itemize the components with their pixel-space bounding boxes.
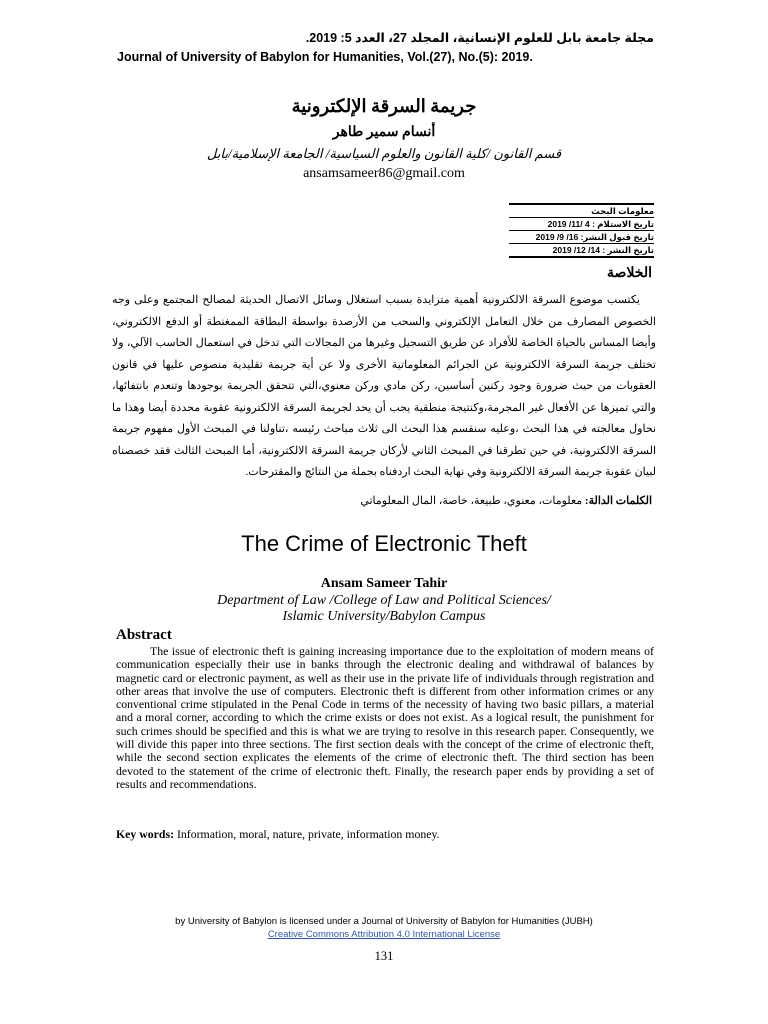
journal-header-arabic: مجلة جامعة بابل للعلوم الإنسانية، المجلد 27، العدد 5: 2019. bbox=[305, 31, 654, 45]
license-text: by University of Babylon is licensed under a Journal of University of Babylon for Humanities (JUBH) bbox=[175, 916, 593, 927]
license-notice bbox=[0, 915, 768, 941]
english-keywords-list: Information, moral, nature, private, information money. bbox=[174, 827, 440, 841]
page-number: 131 bbox=[374, 949, 394, 963]
arabic-keywords bbox=[360, 494, 652, 507]
english-keywords-label: Key words: bbox=[116, 827, 174, 841]
english-abstract-text: The issue of electronic theft is gaining increasing importance due to the exploitation of modern means of communication especially their use in banks through the electronic dealing and withdrawal of balances by magnetic card or electronic payment, as well as their use in the private life of individuals through registration and other areas that involve the use of computers. Electronic theft is different from other information crimes or any conventional crime stipulated in the Penal Code in terms of the necessity of having two basic pillars, a material and a moral corner, according to which the crime exists or does not exist. As a logical result, the punishment for such crimes should be specified and this is what we are trying to resolve in this research paper. Consequently, we will divide this paper into three sections. The first section deals with the concept of the crime of electronic theft, while the second section explicates the elements of the crime of electronic theft. The third section has been devoted to the statement of the crime of electronic theft. Finally, the research paper ends by providing a set of results and recommendations. bbox=[116, 644, 654, 791]
arabic-abstract-paragraph: يكتسب موضوع السرقة الالكترونية أهمية متزايدة بسبب استغلال وسائل الاتصال الحديثة لمصالح المجتمع وعلى وجه الخصوص المصارف من خلال التعامل الإلكتروني والسحب من الأرصدة بواسطة البطاقة الممغنطة أو الدفع الالكتروني، وأيضا المساس بالحياة الخاصة للأفراد عن طريق التسجيل وغيرها من المجالات التي تدخل في استعمال الحاسب الآلي، ولا تختلف جريمة السرقة الالكترونية عن الجرائم المعلوماتية الأخرى ولا عن أية جريمة تقليدية منصوص عليها في قانون العقوبات من حيث ضرورة وجود ركنين أساسين، ركن مادي وركن معنوي،التي تتحقق الجريمة بوجودها وتنعدم بانتفائها، والتي تميزها عن الأفعال غير المجرمة،وكنتيجة منطقية يجب أن يحد لجريمة السرقة الالكترونية عقوبة محددة أيضا وهذا ما نحاول معالجته في هذا البحث ،وعليه سنقسم هذا البحث الى ثلاث مباحث رئيسه ،تناولنا في المبحث الأول مفهوم جريمة السرقة الالكترونية، في حين تطرقنا في المبحث الثاني لأركان جريمة السرقة الالكترونية، أما المبحث الثالث فقد خصصناه لبيان عقوبة جريمة السرقة الالكترونية وفي نهاية البحث اردفناه بجملة من النتائج والمقترحات. bbox=[112, 294, 656, 478]
english-abstract-heading: Abstract bbox=[116, 627, 172, 643]
arabic-author: أنسام سمير طاهر bbox=[332, 125, 436, 140]
published-date: تاريخ النشر : 14/ 12/ 2019 bbox=[509, 244, 654, 258]
arabic-abstract bbox=[112, 290, 656, 484]
english-author: Ansam Sameer Tahir bbox=[320, 576, 448, 591]
english-affiliation-line-1: Department of Law /College of Law and Political Sciences/ bbox=[217, 593, 551, 608]
accepted-date: تاريخ قبول النشر: 16/ 9/ 2019 bbox=[509, 231, 654, 244]
english-abstract bbox=[116, 645, 654, 791]
english-title: The Crime of Electronic Theft bbox=[241, 531, 527, 556]
arabic-affiliation: قسم القانون /كلية القانون والعلوم السياسية/ الجامعة الإسلامية/بابل bbox=[206, 146, 562, 161]
info-box-heading: معلومات البحث bbox=[509, 203, 654, 218]
article-info-box bbox=[509, 203, 654, 258]
english-affiliation-line-2: Islamic University/Babylon Campus bbox=[282, 609, 486, 624]
journal-header-english: Journal of University of Babylon for Humanities, Vol.(27), No.(5): 2019. bbox=[117, 50, 533, 64]
received-date: تاريخ الاستلام : 4 /11/ 2019 bbox=[509, 218, 654, 231]
author-email[interactable]: ansamsameer86@gmail.com bbox=[303, 166, 465, 181]
arabic-title: جريمة السرقة الإلكترونية bbox=[291, 96, 477, 116]
arabic-abstract-heading: الخلاصة bbox=[607, 266, 652, 281]
license-link[interactable]: Creative Commons Attribution 4.0 International License bbox=[267, 929, 501, 940]
english-keywords bbox=[116, 827, 440, 842]
arabic-keywords-label: الكلمات الدالة: bbox=[584, 495, 652, 507]
arabic-keywords-list: معلومات، معنوي، طبيعة، خاصة، المال المعلوماتي bbox=[360, 495, 585, 507]
english-affiliation bbox=[0, 593, 768, 625]
